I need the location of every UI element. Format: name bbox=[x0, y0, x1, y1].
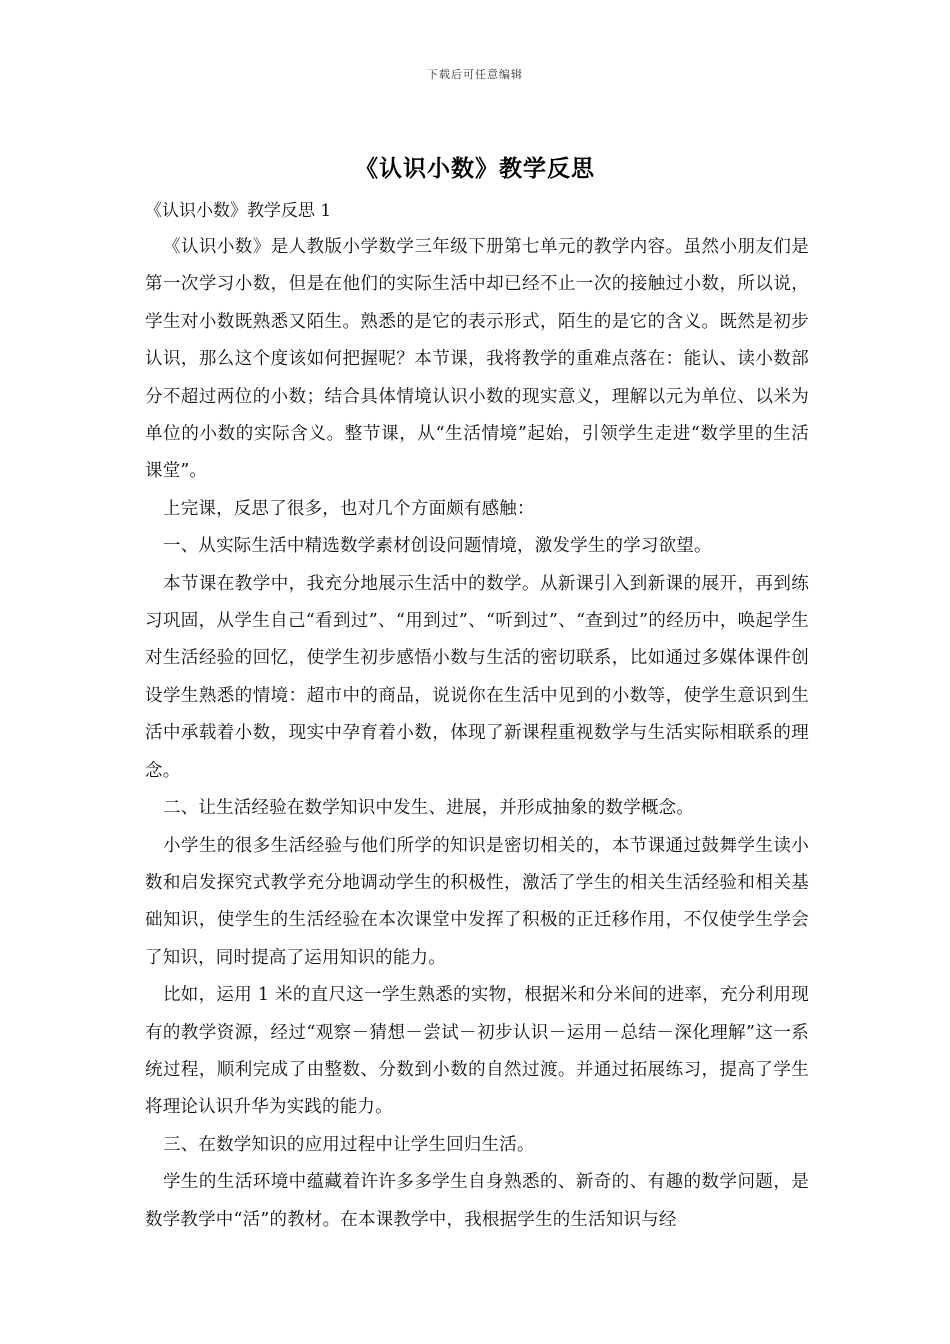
section-subtitle: 《认识小数》教学反思 1 bbox=[145, 201, 332, 221]
document-title: 《认识小数》教学反思 bbox=[355, 155, 595, 182]
paragraph-intro: 《认识小数》是人教版小学数学三年级下册第七单元的教学内容。虽然小朋友们是第一次学习小数，但是在他们的实际生活中却已经不止一次的接触过小数，所以说，学生对小数既熟悉又陌生。熟悉的是它的表示形式，陌生的是它的含义。既然是初步认识，那么这个度该如何把握呢？本节课，我将教学的重难点落在：能认、读小数部分不超过两位的小数；结合具体情境认识小数的现实意义，理解以元为单位、以米为单位的小数的实际含义。整节课，从“生活情境”起始，引领学生走进“数学里的生活课堂”。 bbox=[145, 237, 809, 482]
document-body bbox=[145, 196, 809, 1239]
heading-point-two: 二、让生活经验在数学知识中发生、进展，并形成抽象的数学概念。 bbox=[163, 798, 694, 819]
header-note: 下载后可任意编辑 bbox=[427, 68, 523, 81]
paragraph-reflection-lead: 上完课，反思了很多，也对几个方面颇有感触： bbox=[163, 498, 535, 519]
paragraph-point-one: 本节课在教学中，我充分地展示生活中的数学。从新课引入到新课的展开，再到练习巩固，从学生自己“看到过”、“用到过”、“听到过”、“查到过”的经历中，唤起学生对生活经验的回忆，使学生初步感悟小数与生活的密切联系，比如通过多媒体课件创设学生熟悉的情境：超市中的商品，说说你在生活中见到的小数等，使学生意识到生活中承载着小数，现实中孕育着小数，体现了新课程重视数学与生活实际相联系的理念。 bbox=[145, 573, 809, 781]
paragraph-point-three: 学生的生活环境中蕴藏着许许多多学生自身熟悉的、新奇的、有趣的数学问题，是数学教学中“活”的教材。在本课教学中，我根据学生的生活知识与经 bbox=[145, 1172, 809, 1230]
paragraph-example: 比如，运用 1 米的直尺这一学生熟悉的实物，根据米和分米间的进率，充分利用现有的教学资源，经过“观察－猜想－尝试－初步认识－运用－总结－深化理解”这一系统过程，顺利完成了由整数、分数到小数的自然过渡。并通过拓展练习，提高了学生将理论认识升华为实践的能力。 bbox=[145, 985, 809, 1118]
heading-point-three: 三、在数学知识的应用过程中让学生回归生活。 bbox=[163, 1134, 535, 1155]
heading-point-one: 一、从实际生活中精选数学素材创设问题情境，激发学生的学习欲望。 bbox=[163, 536, 712, 557]
paragraph-point-two: 小学生的很多生活经验与他们所学的知识是密切相关的，本节课通过鼓舞学生读小数和启发探究式教学充分地调动学生的积极性，激活了学生的相关生活经验和相关基础知识，使学生的生活经验在本次课堂中发挥了积极的正迁移作用，不仅使学生学会了知识，同时提高了运用知识的能力。 bbox=[145, 835, 809, 968]
